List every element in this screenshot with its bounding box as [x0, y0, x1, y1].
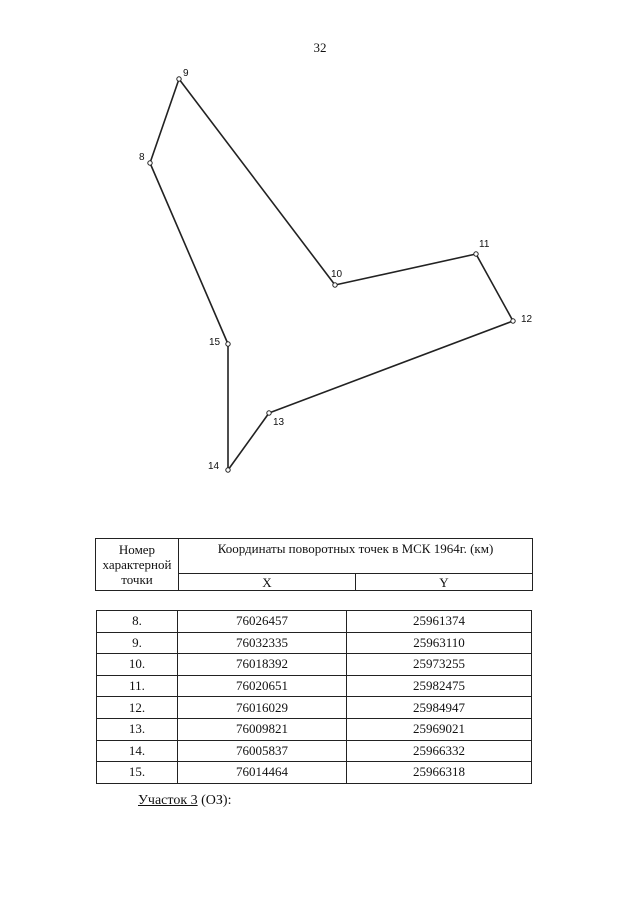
table-row — [97, 632, 532, 654]
table-row — [97, 654, 532, 676]
vertex-label: 10 — [331, 269, 343, 280]
vertex-label: 15 — [209, 337, 221, 348]
cell-point-number: 15. — [97, 762, 178, 784]
cell-y: 25961374 — [347, 611, 532, 633]
header-coordinates-title: Координаты поворотных точек в МСК 1964г. (км) — [179, 539, 533, 574]
vertex-marker — [148, 161, 152, 165]
coordinates-table — [96, 610, 532, 784]
section-title — [138, 793, 231, 809]
cell-x: 76005837 — [178, 740, 347, 762]
table-row — [97, 718, 532, 740]
cell-y: 25963110 — [347, 632, 532, 654]
page-number: 32 — [313, 40, 327, 55]
table-row — [97, 740, 532, 762]
vertex-marker — [333, 283, 337, 287]
section-title-label: Участок 3 — [138, 793, 198, 808]
cell-y: 25966332 — [347, 740, 532, 762]
vertex-marker — [267, 411, 271, 415]
vertex-marker — [474, 252, 478, 256]
cell-point-number: 14. — [97, 740, 178, 762]
section-title-suffix: (ОЗ): — [201, 793, 232, 808]
cell-point-number: 8. — [97, 611, 178, 633]
cell-y: 25984947 — [347, 697, 532, 719]
vertex-label: 9 — [183, 68, 189, 79]
cell-y: 25973255 — [347, 654, 532, 676]
cell-point-number: 10. — [97, 654, 178, 676]
vertex-marker — [226, 342, 230, 346]
vertex-label: 8 — [139, 152, 145, 163]
cell-y: 25969021 — [347, 718, 532, 740]
cell-x: 76032335 — [178, 632, 347, 654]
vertex-label: 14 — [208, 461, 220, 472]
cell-y: 25982475 — [347, 675, 532, 697]
cell-x: 76018392 — [178, 654, 347, 676]
vertex-marker — [226, 468, 230, 472]
table-row — [97, 611, 532, 633]
cell-x: 76016029 — [178, 697, 347, 719]
cell-point-number: 9. — [97, 632, 178, 654]
header-point-number: Номер характерной точки — [96, 539, 179, 591]
table-row — [97, 697, 532, 719]
cell-x: 76014464 — [178, 762, 347, 784]
vertex-marker — [511, 319, 515, 323]
cell-point-number: 13. — [97, 718, 178, 740]
vertex-label: 11 — [479, 239, 490, 250]
cell-x: 76026457 — [178, 611, 347, 633]
vertex-label: 12 — [521, 314, 533, 325]
vertex-label: 13 — [273, 417, 285, 428]
vertex-marker — [177, 77, 181, 81]
cell-y: 25966318 — [347, 762, 532, 784]
cell-point-number: 11. — [97, 675, 178, 697]
header-y: Y — [356, 574, 533, 591]
cell-point-number: 12. — [97, 697, 178, 719]
cell-x: 76009821 — [178, 718, 347, 740]
coordinates-header-table — [95, 538, 533, 591]
cell-x: 76020651 — [178, 675, 347, 697]
table-row — [97, 675, 532, 697]
table-row — [97, 762, 532, 784]
header-x: X — [179, 574, 356, 591]
